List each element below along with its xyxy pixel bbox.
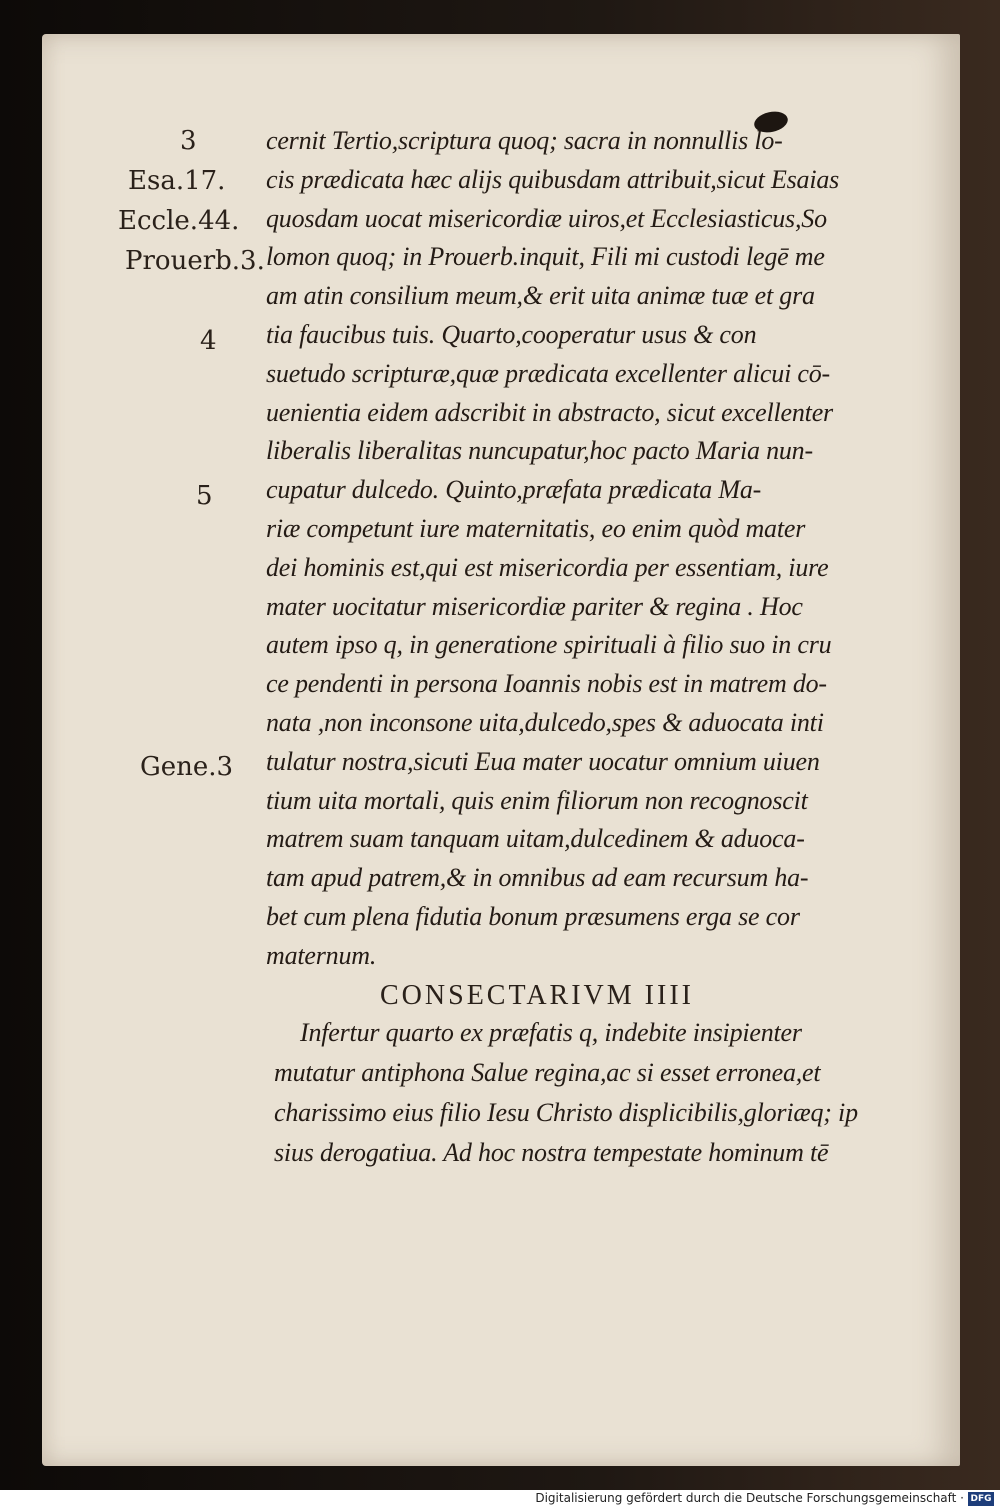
text-line: quosdam uocat misericordiæ uiros,et Ecclesiasticus,So [266,203,827,233]
text-line: cupatur dulcedo. Quinto,præfata prædicata Ma- [266,475,762,505]
text-line: cernit Tertio,scriptura quoq; sacra in nonnullis lo- [266,126,783,155]
text-line: charissimo eius filio Iesu Christo displicibilis,gloriæq; ip [274,1098,858,1127]
text-line: am atin consilium meum,& erit uita animæ tuæ et gra [266,281,815,311]
text-line: tium uita mortali, quis enim filiorum non recognoscit [266,785,808,815]
text-line: mater uocitatur misericordiæ pariter & regina . Hoc [266,591,803,621]
text-line: tia faucibus tuis. Quarto,cooperatur usus & con [266,320,757,349]
text-line: mutatur antiphona Salue regina,ac si esset erronea,et [274,1058,821,1087]
text-line: uenientia eidem adscribit in abstracto, sicut excellenter [266,397,833,427]
text-line: riæ competunt iure maternitatis, eo enim quòd mater [266,514,806,543]
footer-credit: Digitalisierung gefördert durch die Deutsche Forschungsgemeinschaft · [535,1491,964,1505]
margin-note: Prouerb.3. [125,246,265,276]
text-line: matrem suam tanquam uitam,dulcedinem & aduoca- [266,824,805,854]
margin-note: 4 [200,326,217,356]
text-line: bet cum plena fidutia bonum præsumens erga se cor [266,902,800,931]
text-line: cis prædicata hæc alijs quibusdam attribuit,sicut Esaias [266,164,840,194]
text-line: nata ,non inconsone uita,dulcedo,spes & aduocata inti [266,708,824,737]
text-line: lomon quoq; in Prouerb.inquit, Fili mi custodi legē me [266,242,825,272]
margin-note: Eccle.44. [118,206,240,236]
text-line: liberalis liberalitas nuncupatur,hoc pacto Maria nun- [266,436,813,466]
dfg-logo: DFG [968,1492,994,1506]
text-line: maternum. [266,940,377,970]
text-line: Infertur quarto ex præfatis q, indebite insipienter [300,1018,802,1047]
margin-note: Esa.17. [128,166,226,196]
text-line: tam apud patrem,& in omnibus ad eam recursum ha- [266,863,809,893]
text-line: ce pendenti in persona Ioannis nobis est in matrem do- [266,669,827,699]
text-line: suetudo scripturæ,quæ prædicata excellenter alicui cō- [266,358,830,388]
text-line: dei hominis est,qui est misericordia per essentiam, iure [266,552,829,582]
text-line: tulatur nostra,sicuti Eua mater uocatur omnium uiuen [266,746,820,776]
margin-note: 5 [196,481,213,511]
text-line: sius derogatiua. Ad hoc nostra tempestate hominum tē [274,1138,829,1167]
margin-note: 3 [180,126,197,156]
section-heading: CONSECTARIVM IIII [380,980,694,1011]
margin-note: Gene.3 [140,752,234,782]
text-line: autem ipso q, in generatione spirituali à filio suo in cru [266,630,832,660]
